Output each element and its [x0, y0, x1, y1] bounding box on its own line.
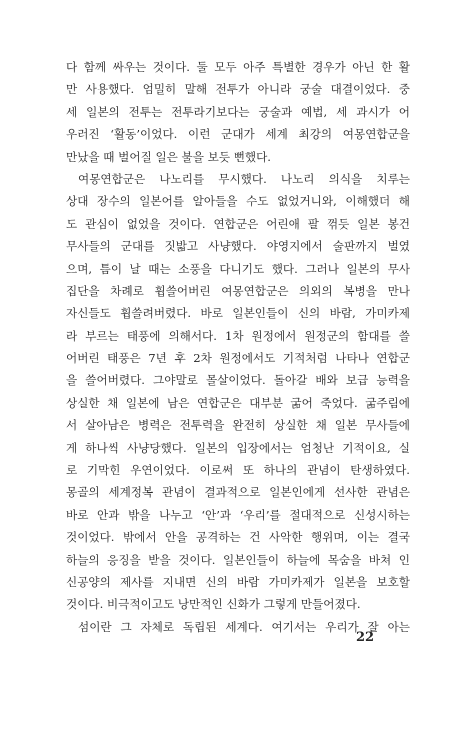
text-line-18: 게 하나씩 사냥당했다. 일본의 입장에서는 엄청난 기적이요, 실 [66, 440, 410, 455]
text-line-2: 만 사용했다. 엄밀히 말해 전투가 아니라 궁술 대결이었다. 중 [66, 82, 410, 97]
text-line-22: 것이었다. 밖에서 안을 공격하는 건 사악한 행위며, 이는 결국 [66, 530, 410, 545]
text-line-10: 으며, 틈이 날 때는 소풍을 다니기도 했다. 그러나 일본의 무사 [66, 261, 410, 276]
text-line-7: 상대 장수의 일본어를 알아들을 수도 없었거니와, 이해했더 해 [66, 194, 410, 209]
text-line-14: 어버린 태풍은 7년 후 2차 원정에서도 기적처럼 나타나 연합군 [66, 351, 410, 366]
text-line-13: 라 부르는 태풍에 의해서다. 1차 원정에서 원정군의 함대를 쓸 [66, 328, 410, 343]
text-line-24: 신공양의 제사를 지내면 신의 바람 가미카제가 일본을 보호할 [66, 574, 410, 589]
text-line-1: 다 함께 싸우는 것이다. 둘 모두 아주 특별한 경우가 아닌 한 활 [66, 60, 410, 74]
text-line-5: 만났을 때 벌어질 일은 불을 보듯 뻔했다. [66, 149, 271, 164]
text-line-8: 도 관심이 없었을 것이다. 연합군은 어린애 팔 꺾듯 일본 봉건 [66, 216, 410, 231]
text-line-21: 바로 안과 밖을 나누고 ‘안’과 ‘우리’를 절대적으로 신성시하는 [66, 507, 410, 522]
text-line-9: 무사들의 군대를 짓밟고 사냥했다. 야영지에서 술판까지 벌였 [66, 239, 410, 254]
text-line-17: 서 살아남은 병력은 전투력을 완전히 상실한 채 일본 무사들에 [66, 418, 410, 433]
text-line-26: 섬이란 그 자체로 독립된 세계다. 여기서는 우리가 잘 아는 [78, 619, 410, 634]
text-line-23: 하늘의 응징을 받을 것이다. 일본인들이 하늘에 목숨을 바쳐 인 [66, 552, 410, 567]
text-line-12: 자신들도 휩쓸려버렸다. 바로 일본인들이 신의 바람, 가미카제 [66, 306, 410, 321]
text-line-16: 상실한 채 일본에 남은 연합군은 대부분 굶어 죽었다. 굶주림에 [66, 395, 410, 410]
text-line-11: 집단을 차례로 휩쓸어버린 여몽연합군은 의외의 복병을 만나 [66, 283, 410, 298]
page-number: 22 [355, 630, 375, 645]
body-text [66, 56, 410, 638]
text-line-20: 몽골의 세계정복 관념이 결과적으로 일본인에게 선사한 관념은 [66, 485, 410, 500]
text-line-4: 우러진 ‘활동’이었다. 이런 군대가 세계 최강의 여몽연합군을 [66, 127, 410, 142]
text-line-25: 것이다. 비극적이고도 낭만적인 신화가 그렇게 만들어졌다. [66, 597, 361, 612]
text-line-15: 을 쓸어버렸다. 그야말로 몰살이었다. 돌아갈 배와 보급 능력을 [66, 373, 410, 388]
text-line-19: 로 기막힌 우연이었다. 이로써 또 하나의 관념이 탄생하였다. [66, 463, 410, 478]
text-line-3: 세 일본의 전투는 전투라기보다는 궁술과 예법, 세 과시가 어 [66, 104, 410, 119]
text-line-6: 여몽연합군은 나노리를 무시했다. 나노리 의식을 치루는 [78, 171, 410, 186]
